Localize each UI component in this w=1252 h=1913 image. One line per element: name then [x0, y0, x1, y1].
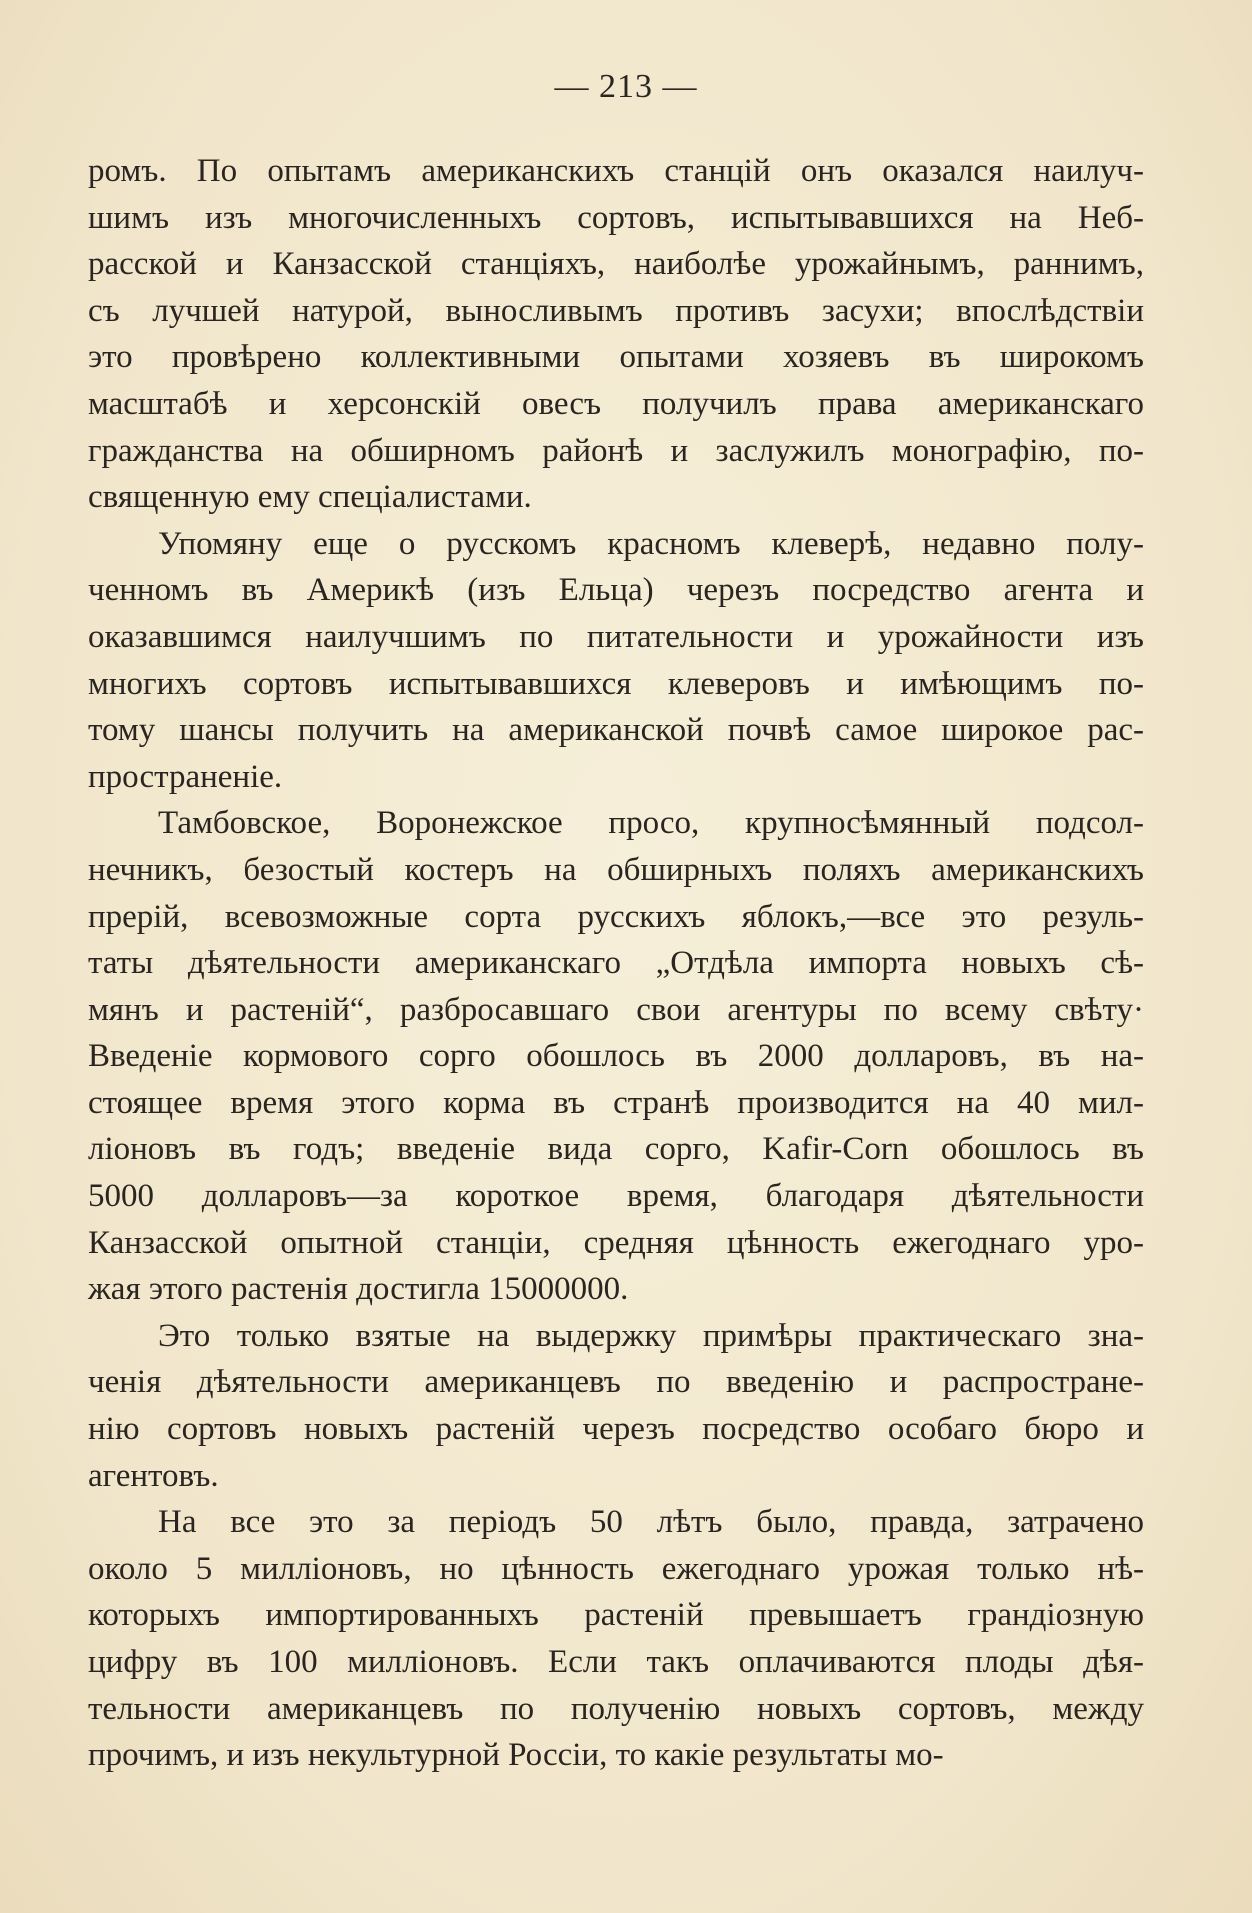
text-line: Это только взятые на выдержку примѣры практическаго зна- [158, 1317, 1144, 1354]
text-line: тельности американцевъ по полученію новыхъ сортовъ, между [88, 1690, 1144, 1727]
text-line: Канзасской опытной станціи, средняя цѣнность ежегоднаго уро- [88, 1224, 1144, 1261]
text-line: прерій, всевозможные сорта русскихъ яблокъ,—все это резуль- [88, 898, 1144, 935]
text-line: ромъ. По опытамъ американскихъ станцій онъ оказался наилуч- [88, 153, 1144, 189]
text-line: священную ему спеціалистами. [88, 479, 532, 516]
text-line: На все это за періодъ 50 лѣтъ было, правда, затрачено [158, 1504, 1144, 1541]
text-line: пространеніе. [88, 758, 283, 795]
text-line: жая этого растенія достигла 15000000. [88, 1271, 629, 1308]
text-line: Упомяну еще о русскомъ красномъ клеверѣ, недавно полу- [158, 525, 1144, 562]
text-line: агентовъ. [88, 1457, 219, 1494]
text-line: нечникъ, безостый костеръ на обширныхъ поляхъ американскихъ [88, 851, 1144, 888]
text-line: ченномъ въ Америкѣ (изъ Ельца) черезъ посредство агента и [88, 572, 1144, 609]
page-number: — 213 — [554, 68, 698, 105]
text-line: Введеніе кормового сорго обошлось въ 2000 долларовъ, въ на- [88, 1038, 1144, 1075]
paragraph [88, 800, 1144, 1313]
text-line: ліоновъ въ годъ; введеніе вида сорго, Kafir-Corn обошлось въ [88, 1131, 1144, 1168]
text-line: нію сортовъ новыхъ растеній черезъ посредство особаго бюро и [88, 1411, 1144, 1448]
text-line: это провѣрено коллективными опытами хозяевъ въ широкомъ [88, 339, 1144, 376]
body-text [88, 148, 1144, 1779]
text-line: мянъ и растеній“, разбросавшаго свои агентуры по всему свѣту· [88, 991, 1144, 1028]
text-line: многихъ сортовъ испытывавшихся клеверовъ и имѣющимъ по- [88, 665, 1144, 702]
text-line: Тамбовское, Воронежское просо, крупносѣмянный подсол- [158, 805, 1144, 842]
text-line: ченія дѣятельности американцевъ по введенію и распростране- [88, 1364, 1144, 1401]
paragraph [88, 1313, 1144, 1499]
text-line: которыхъ импортированныхъ растеній превышаетъ грандіозную [88, 1597, 1144, 1634]
text-line: шимъ изъ многочисленныхъ сортовъ, испытывавшихся на Неб- [88, 199, 1144, 236]
text-line: съ лучшей натурой, выносливымъ противъ засухи; впослѣдствіи [88, 292, 1144, 329]
paragraph [88, 521, 1144, 801]
text-line: 5000 долларовъ—за короткое время, благодаря дѣятельности [88, 1178, 1144, 1215]
text-line: оказавшимся наилучшимъ по питательности и урожайности изъ [88, 618, 1144, 655]
text-line: прочимъ, и изъ некультурной Россіи, то какіе результаты мо- [88, 1737, 944, 1774]
text-line: около 5 милліоновъ, но цѣнность ежегоднаго урожая только нѣ- [88, 1550, 1144, 1587]
paragraph [88, 1499, 1144, 1779]
text-line: масштабѣ и херсонскій овесъ получилъ права американскаго [88, 385, 1144, 422]
paragraph [88, 148, 1144, 521]
text-line: тому шансы получить на американской почвѣ самое широкое рас- [88, 712, 1144, 749]
text-line: таты дѣятельности американскаго „Отдѣла импорта новыхъ сѣ- [88, 945, 1144, 982]
text-line: цифру въ 100 милліоновъ. Если такъ оплачиваются плоды дѣя- [88, 1644, 1144, 1680]
text-line: расской и Канзасской станціяхъ, наиболѣе урожайнымъ, раннимъ, [88, 246, 1144, 283]
text-line: гражданства на обширномъ районѣ и заслужилъ монографію, по- [88, 432, 1144, 469]
text-line: стоящее время этого корма въ странѣ производится на 40 мил- [88, 1084, 1144, 1121]
